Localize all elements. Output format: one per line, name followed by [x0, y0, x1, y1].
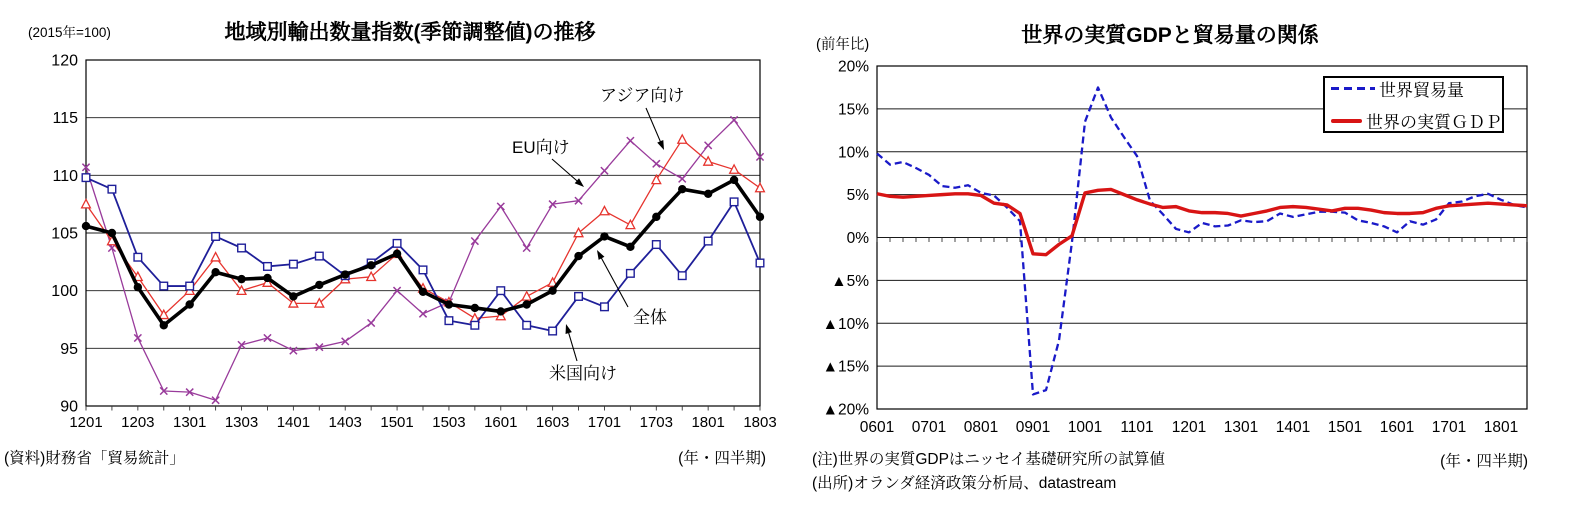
- marker-square: [264, 263, 272, 271]
- marker-circle: [497, 307, 505, 315]
- y-tick-label: 120: [51, 52, 78, 70]
- x-tick-label: 1301: [1223, 419, 1259, 436]
- marker-x: [419, 310, 426, 317]
- marker-square: [704, 237, 712, 245]
- marker-square: [445, 317, 453, 325]
- marker-circle: [548, 286, 556, 294]
- x-tick-label: 1701: [587, 414, 622, 431]
- marker-square: [186, 282, 194, 290]
- annotation-label: アジア向け: [600, 86, 685, 105]
- x-tick-label: 1101: [1120, 419, 1154, 436]
- marker-x: [368, 319, 375, 326]
- x-tick-label: 1603: [535, 414, 570, 431]
- marker-x: [134, 334, 141, 341]
- marker-circle: [341, 270, 349, 278]
- marker-triangle: [211, 253, 220, 261]
- y-tick-label: 20%: [837, 58, 869, 76]
- marker-circle: [134, 283, 142, 291]
- marker-x: [523, 244, 530, 251]
- marker-square: [419, 266, 427, 274]
- marker-circle: [419, 288, 427, 296]
- annotation-arrowhead: [657, 140, 664, 150]
- marker-square: [730, 198, 738, 206]
- marker-circle: [730, 176, 738, 184]
- y-tick-label: 95: [60, 340, 78, 358]
- marker-circle: [237, 275, 245, 283]
- x-tick-label: 1503: [432, 414, 466, 431]
- legend-label-gdp: 世界の実質ＧＤＰ: [1366, 113, 1502, 132]
- x-tick-label: 1601: [484, 414, 518, 431]
- y-tick-label: 110: [52, 167, 78, 185]
- marker-triangle: [600, 206, 609, 214]
- y-tick-label: ▲10%: [822, 315, 869, 333]
- marker-circle: [600, 232, 608, 240]
- annotation-arrow: [568, 331, 577, 361]
- legend-label-trade: 世界貿易量: [1379, 81, 1464, 100]
- marker-circle: [471, 304, 479, 312]
- marker-square: [238, 244, 246, 252]
- marker-square: [212, 233, 220, 241]
- marker-square: [393, 240, 401, 248]
- marker-x: [471, 237, 478, 244]
- marker-square: [134, 253, 142, 261]
- marker-square: [497, 287, 505, 295]
- x-tick-label: 1203: [121, 414, 155, 431]
- x-tick-label: 1701: [1431, 419, 1467, 436]
- right-x-axis-unit: (年・四半期): [1440, 453, 1528, 470]
- marker-circle: [289, 292, 297, 300]
- marker-square: [575, 293, 583, 301]
- marker-square: [316, 252, 324, 260]
- gdp-solid-line-swatch: [1331, 119, 1362, 123]
- x-tick-label: 1501: [380, 414, 414, 431]
- annotation-arrowhead: [566, 324, 572, 334]
- y-tick-label: 10%: [837, 144, 869, 162]
- marker-circle: [108, 229, 116, 237]
- x-tick-label: 1001: [1067, 419, 1103, 436]
- marker-circle: [574, 252, 582, 260]
- marker-square: [601, 303, 609, 311]
- annotation-arrowhead: [597, 250, 604, 260]
- marker-x: [627, 137, 634, 144]
- marker-x: [212, 397, 219, 404]
- marker-square: [653, 241, 661, 249]
- x-tick-label: 1403: [328, 414, 362, 431]
- legend-item-gdp: [1331, 108, 1502, 133]
- y-tick-label: 100: [51, 283, 78, 301]
- x-tick-label: 1303: [224, 414, 259, 431]
- marker-circle: [445, 300, 453, 308]
- marker-circle: [185, 300, 193, 308]
- y-tick-label: ▲20%: [822, 401, 869, 419]
- marker-x: [705, 142, 712, 149]
- annotation-label: EU向け: [512, 138, 570, 157]
- left-chart-title: 地域別輸出数量指数(季節調整値)の推移: [224, 21, 596, 44]
- x-tick-label: 1201: [69, 414, 103, 431]
- export-index-chart: [0, 0, 800, 500]
- x-tick-label: 1401: [1275, 419, 1311, 436]
- annotation-label: 米国向け: [549, 364, 617, 383]
- x-tick-label: 0801: [963, 419, 999, 436]
- y-tick-label: 5%: [846, 187, 869, 205]
- chart-legend: [1323, 76, 1504, 133]
- marker-square: [523, 321, 531, 329]
- marker-square: [82, 174, 90, 182]
- x-tick-label: 1201: [1171, 419, 1207, 436]
- marker-triangle: [626, 220, 635, 228]
- y-tick-label: 115: [52, 110, 78, 128]
- x-tick-label: 1601: [1379, 419, 1415, 436]
- marker-circle: [626, 243, 634, 251]
- x-tick-label: 1801: [691, 414, 725, 431]
- marker-x: [497, 203, 504, 210]
- marker-triangle: [522, 292, 531, 300]
- left-y-axis-unit: (2015年=100): [28, 25, 111, 40]
- x-tick-label: 0701: [911, 419, 947, 436]
- annotation-arrow: [552, 159, 579, 182]
- marker-circle: [756, 213, 764, 221]
- marker-square: [627, 270, 635, 278]
- marker-x: [653, 160, 660, 167]
- right-note-1: (注)世界の実質GDPはニッセイ基礎研究所の試算値: [812, 451, 1165, 468]
- x-tick-label: 1501: [1327, 419, 1363, 436]
- x-tick-label: 1401: [276, 414, 311, 431]
- marker-triangle: [652, 175, 661, 183]
- x-tick-label: 1803: [743, 414, 777, 431]
- right-note-2: (出所)オランダ経済政策分析局、datastream: [812, 475, 1117, 492]
- x-tick-label: 0901: [1015, 419, 1051, 436]
- marker-square: [756, 259, 764, 267]
- right-chart-title: 世界の実質GDPと貿易量の関係: [1021, 24, 1319, 47]
- annotation-arrow: [646, 108, 661, 144]
- marker-square: [290, 260, 298, 268]
- marker-circle: [367, 261, 375, 269]
- marker-triangle: [678, 135, 687, 143]
- marker-circle: [393, 250, 401, 258]
- marker-square: [471, 321, 479, 329]
- left-x-axis-unit: (年・四半期): [678, 450, 766, 467]
- left-source-note: (資料)財務省「貿易統計」: [4, 450, 185, 467]
- y-tick-label: 105: [51, 225, 78, 243]
- right-y-axis-unit: (前年比): [816, 37, 870, 53]
- y-tick-label: 0%: [846, 230, 869, 247]
- marker-circle: [522, 300, 530, 308]
- y-tick-label: ▲15%: [822, 358, 869, 376]
- y-tick-label: 90: [60, 398, 78, 416]
- marker-circle: [315, 281, 323, 289]
- x-tick-label: 1801: [1483, 419, 1519, 436]
- marker-triangle: [756, 183, 765, 191]
- marker-circle: [652, 213, 660, 221]
- marker-triangle: [82, 199, 91, 207]
- marker-square: [108, 185, 116, 193]
- x-tick-label: 1703: [639, 414, 673, 431]
- marker-circle: [160, 321, 168, 329]
- marker-square: [678, 272, 686, 280]
- y-tick-label: ▲5%: [831, 272, 869, 290]
- marker-x: [679, 175, 686, 182]
- y-tick-label: 15%: [837, 101, 869, 119]
- series-line-world-gdp: [877, 189, 1527, 254]
- x-tick-label: 0601: [859, 419, 895, 436]
- marker-square: [160, 282, 168, 290]
- annotation-label: 全体: [633, 308, 667, 327]
- trade-dashed-line-swatch: [1331, 87, 1375, 90]
- marker-square: [549, 327, 557, 335]
- x-tick-label: 1301: [173, 414, 207, 431]
- marker-x: [601, 167, 608, 174]
- marker-circle: [704, 190, 712, 198]
- marker-circle: [678, 185, 686, 193]
- legend-item-trade: [1331, 76, 1502, 101]
- marker-circle: [263, 274, 271, 282]
- marker-circle: [211, 268, 219, 276]
- marker-circle: [82, 222, 90, 230]
